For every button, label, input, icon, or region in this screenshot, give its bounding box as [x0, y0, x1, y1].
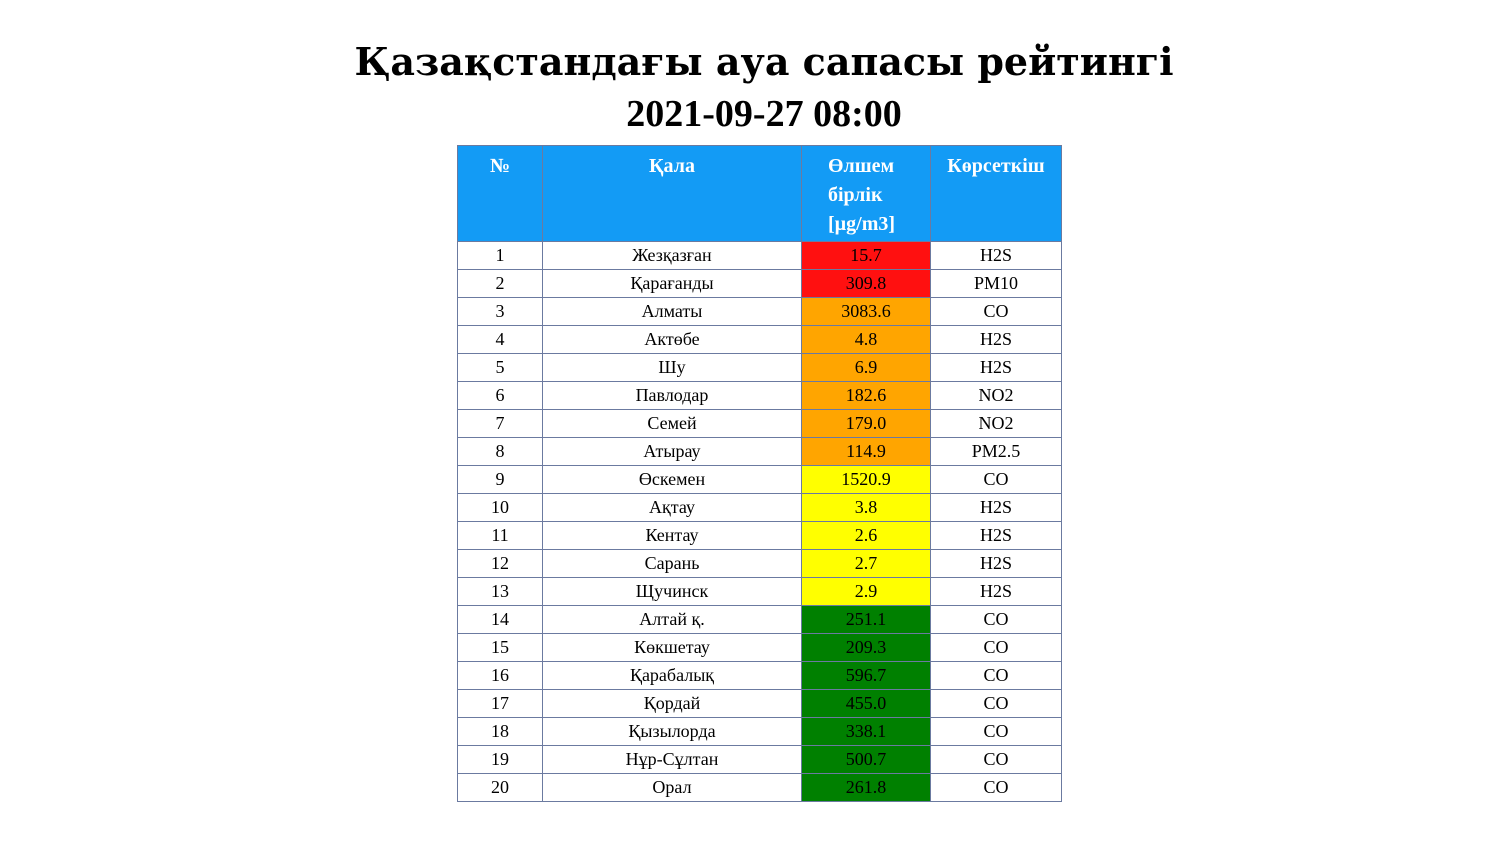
table-header-row — [458, 146, 1062, 242]
cell-num: 7 — [458, 410, 543, 438]
cell-indicator: H2S — [931, 242, 1062, 270]
cell-num: 9 — [458, 466, 543, 494]
cell-city: Алматы — [543, 298, 802, 326]
cell-city: Актөбе — [543, 326, 802, 354]
cell-num: 12 — [458, 550, 543, 578]
cell-city: Семей — [543, 410, 802, 438]
cell-city: Қарағанды — [543, 270, 802, 298]
table-row — [458, 242, 1062, 270]
cell-value: 251.1 — [802, 606, 931, 634]
cell-indicator: NO2 — [931, 410, 1062, 438]
cell-num: 3 — [458, 298, 543, 326]
cell-num: 17 — [458, 690, 543, 718]
table-row — [458, 662, 1062, 690]
header-num: № — [458, 146, 543, 242]
cell-num: 16 — [458, 662, 543, 690]
cell-num: 11 — [458, 522, 543, 550]
table-body — [458, 242, 1062, 802]
table-row — [458, 382, 1062, 410]
table-row — [458, 466, 1062, 494]
cell-indicator: CO — [931, 606, 1062, 634]
cell-value: 596.7 — [802, 662, 931, 690]
cell-city: Атырау — [543, 438, 802, 466]
cell-value: 309.8 — [802, 270, 931, 298]
cell-num: 13 — [458, 578, 543, 606]
cell-city: Ақтау — [543, 494, 802, 522]
cell-num: 4 — [458, 326, 543, 354]
cell-value: 338.1 — [802, 718, 931, 746]
table-row — [458, 550, 1062, 578]
table-row — [458, 494, 1062, 522]
cell-num: 18 — [458, 718, 543, 746]
title-heading: Қазақстандағы ауа сапасы рейтингі — [354, 39, 1174, 84]
cell-city: Сарань — [543, 550, 802, 578]
cell-value: 179.0 — [802, 410, 931, 438]
cell-indicator: CO — [931, 298, 1062, 326]
cell-value: 455.0 — [802, 690, 931, 718]
cell-city: Көкшетау — [543, 634, 802, 662]
cell-value: 15.7 — [802, 242, 931, 270]
cell-num: 14 — [458, 606, 543, 634]
table-row — [458, 634, 1062, 662]
cell-city: Щучинск — [543, 578, 802, 606]
cell-value: 3.8 — [802, 494, 931, 522]
cell-num: 8 — [458, 438, 543, 466]
cell-num: 20 — [458, 774, 543, 802]
cell-num: 19 — [458, 746, 543, 774]
table-row — [458, 578, 1062, 606]
cell-city: Қызылорда — [543, 718, 802, 746]
table-row — [458, 746, 1062, 774]
table-row — [458, 298, 1062, 326]
cell-num: 10 — [458, 494, 543, 522]
cell-city: Қордай — [543, 690, 802, 718]
cell-value: 114.9 — [802, 438, 931, 466]
header-city: Қала — [543, 146, 802, 242]
cell-num: 6 — [458, 382, 543, 410]
table-row — [458, 270, 1062, 298]
cell-value: 182.6 — [802, 382, 931, 410]
cell-indicator: H2S — [931, 326, 1062, 354]
cell-indicator: H2S — [931, 354, 1062, 382]
table-row — [458, 410, 1062, 438]
cell-value: 261.8 — [802, 774, 931, 802]
cell-num: 5 — [458, 354, 543, 382]
cell-indicator: H2S — [931, 494, 1062, 522]
cell-indicator: H2S — [931, 578, 1062, 606]
cell-indicator: CO — [931, 718, 1062, 746]
table-row — [458, 690, 1062, 718]
cell-num: 15 — [458, 634, 543, 662]
table-row — [458, 438, 1062, 466]
cell-indicator: H2S — [931, 550, 1062, 578]
cell-value: 1520.9 — [802, 466, 931, 494]
cell-city: Өскемен — [543, 466, 802, 494]
cell-indicator: CO — [931, 634, 1062, 662]
cell-indicator: CO — [931, 774, 1062, 802]
cell-city: Кентау — [543, 522, 802, 550]
cell-indicator: PM10 — [931, 270, 1062, 298]
cell-indicator: CO — [931, 662, 1062, 690]
cell-num: 2 — [458, 270, 543, 298]
table-row — [458, 718, 1062, 746]
cell-city: Орал — [543, 774, 802, 802]
cell-value: 500.7 — [802, 746, 931, 774]
cell-value: 4.8 — [802, 326, 931, 354]
cell-value: 2.9 — [802, 578, 931, 606]
cell-value: 3083.6 — [802, 298, 931, 326]
title-datetime: 2021-09-27 08:00 — [626, 93, 902, 135]
cell-value: 209.3 — [802, 634, 931, 662]
page-title — [0, 36, 1494, 140]
table-row — [458, 326, 1062, 354]
table-row — [458, 354, 1062, 382]
cell-indicator: PM2.5 — [931, 438, 1062, 466]
cell-indicator: CO — [931, 466, 1062, 494]
cell-city: Шу — [543, 354, 802, 382]
cell-value: 2.7 — [802, 550, 931, 578]
air-quality-table — [457, 145, 1062, 802]
cell-city: Қарабалық — [543, 662, 802, 690]
cell-city: Павлодар — [543, 382, 802, 410]
table-row — [458, 522, 1062, 550]
cell-city: Жезқазған — [543, 242, 802, 270]
table-row — [458, 774, 1062, 802]
cell-indicator: CO — [931, 690, 1062, 718]
cell-indicator: CO — [931, 746, 1062, 774]
cell-value: 6.9 — [802, 354, 931, 382]
cell-city: Нұр-Сұлтан — [543, 746, 802, 774]
cell-value: 2.6 — [802, 522, 931, 550]
header-indicator: Көрсеткіш — [931, 146, 1062, 242]
cell-indicator: H2S — [931, 522, 1062, 550]
cell-num: 1 — [458, 242, 543, 270]
cell-city: Алтай қ. — [543, 606, 802, 634]
cell-indicator: NO2 — [931, 382, 1062, 410]
table-row — [458, 606, 1062, 634]
header-unit: Өлшем бірлік [µg/m3] — [802, 146, 931, 242]
